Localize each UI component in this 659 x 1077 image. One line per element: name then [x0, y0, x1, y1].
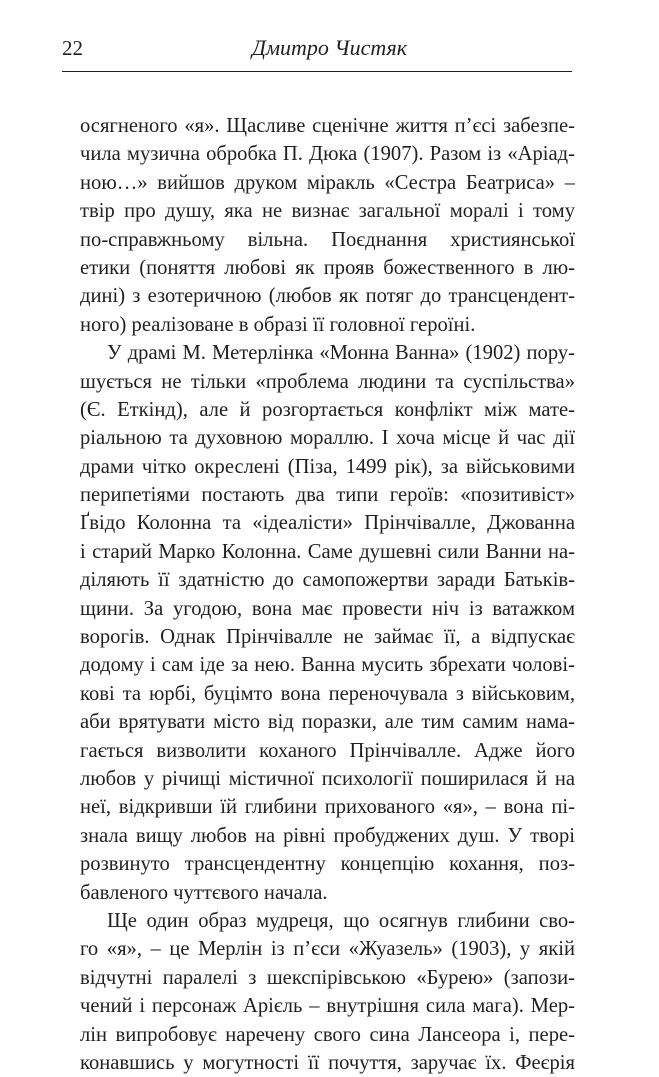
text-line: Ґвідо Колонна та «ідеалісти» Прінчівалле, Джованна	[80, 512, 575, 535]
text-line: чила музична обробка П. Дюка (1907). Разом із «Аріад-	[80, 143, 575, 166]
text-line: шується не тільки «проблема людини та суспільства»	[80, 370, 575, 393]
text-line: гається визволити коханого Прінчівалле. Адже його	[80, 739, 575, 762]
text-line: чений і персонаж Арієль – внутрішня сила мага). Мер-	[80, 995, 575, 1018]
text-line: ворогів. Однак Прінчівалле не займає її, а відпускає	[80, 626, 575, 649]
text-line: лін випробовує наречену свого сина Лансеора і, пере-	[80, 1023, 575, 1046]
text-line: дині) з езотеричною (любов як потяг до трансцендент-	[80, 285, 575, 308]
text-line: бавленого чуттєвого начала.	[80, 881, 328, 904]
text-line: Ще один образ мудреця, що осягнув глибини сво-	[107, 909, 575, 932]
text-line: щини. За угодою, вона має провести ніч із ватажком	[80, 597, 575, 620]
text-line: драми чітко окреслені (Піза, 1499 рік), за військовими	[80, 455, 575, 478]
text-line: етики (поняття любові як прояв божественного в лю-	[80, 256, 575, 279]
text-line: осягненого «я». Щасливе сценічне життя п’єсі забезпе-	[80, 115, 575, 137]
paragraph	[80, 339, 575, 907]
text-line: (Є. Еткінд), але й розгортається конфлікт між мате-	[80, 398, 575, 421]
text-line: У драмі М. Метерлінка «Монна Ванна» (1902) пору-	[107, 342, 575, 365]
paragraph	[80, 907, 575, 1077]
text-line: аби врятувати місто від поразки, але тим самим нама-	[80, 711, 575, 734]
page-number: 22	[62, 36, 83, 60]
text-line: відчутні паралелі з шекспірівською «Бурею» (запози-	[80, 966, 575, 989]
text-line: ною…» вийшов друком міракль «Сестра Беатриса» –	[80, 171, 575, 194]
text-line: розвинуто трансцендентну концепцію кохання, поз-	[80, 853, 575, 876]
text-line: ріальною та духовною мораллю. І хоча місце й час дії	[80, 427, 575, 450]
text-line: діляють її здатністю до самопожертви заради Батьків-	[80, 569, 575, 592]
text-line: твір про душу, яка не визнає загальної моралі і тому	[80, 200, 575, 223]
text-line: знала вищу любов на рівні пробуджених душ. У творі	[80, 824, 575, 847]
header-rule	[62, 71, 572, 72]
text-line: любов у річищі містичної психології поширилася й на	[80, 767, 575, 790]
text-line: кові та юрбі, буцімто вона переночувала з військовим,	[80, 682, 575, 705]
text-line: і старий Марко Колонна. Саме душевні сили Ванни на-	[80, 540, 575, 563]
body-text	[80, 112, 575, 1077]
paragraph	[80, 112, 575, 339]
text-line: перипетіями постають два типи героїв: «позитивіст»	[80, 484, 575, 507]
text-line: конавшись у могутності її почуття, заручає їх. Феєрія	[80, 1051, 575, 1074]
text-line: неї, відкривши їй глибини прихованого «я», – вона пі-	[80, 796, 575, 819]
text-line: ного) реалізоване в образі її головної героїні.	[80, 313, 476, 336]
text-line: додому і сам іде за нею. Ванна мусить збрехати чолові-	[80, 654, 575, 677]
text-line: по-справжньому вільна. Поєднання християнської	[80, 228, 575, 251]
running-title: Дмитро Чистяк	[251, 35, 408, 60]
text-line: го «я», – це Мерлін із п’єси «Жуазель» (1903), у якій	[80, 938, 575, 961]
